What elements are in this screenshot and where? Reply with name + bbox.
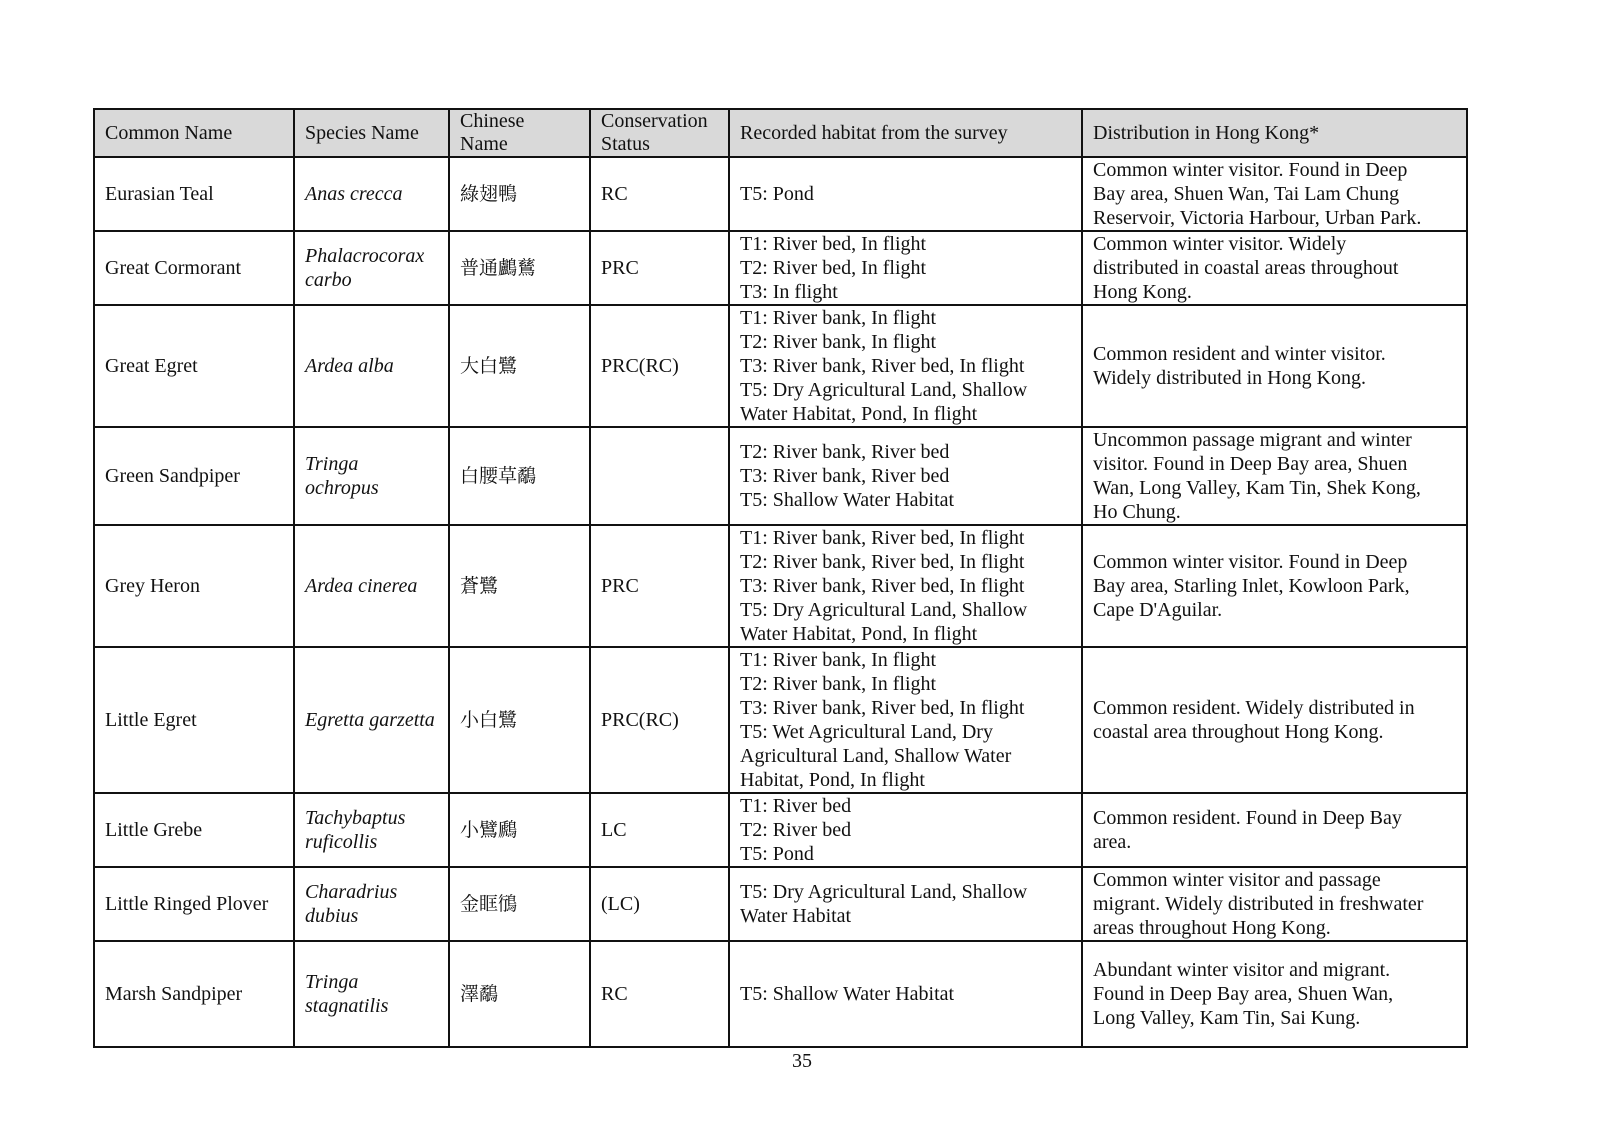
species-name-cell: Ardea alba (294, 305, 449, 427)
distribution-cell: Common winter visitor. Found in Deep Bay area, Starling Inlet, Kowloon Park, Cape D'Aguilar. (1082, 525, 1467, 647)
habitat-cell: T1: River bed T2: River bed T5: Pond (729, 793, 1082, 867)
distribution-cell: Common resident. Found in Deep Bay area. (1082, 793, 1467, 867)
table-row (94, 941, 1467, 1047)
distribution-cell: Abundant winter visitor and migrant. Found in Deep Bay area, Shuen Wan, Long Valley, Kam Tin, Sai Kung. (1082, 941, 1467, 1047)
page-number: 35 (792, 1050, 812, 1072)
species-name-cell: Egretta garzetta (294, 647, 449, 793)
common-name-cell: Great Cormorant (94, 231, 294, 305)
chinese-name-cell: 蒼鷺 (449, 525, 590, 647)
conservation-status-cell: PRC (590, 525, 729, 647)
conservation-status-cell: PRC (590, 231, 729, 305)
header-distribution: Distribution in Hong Kong* (1082, 109, 1467, 157)
habitat-cell: T1: River bank, River bed, In flight T2: River bank, River bed, In flight T3: River bank, River bed, In flight T5: Dry Agricultural Land, Shallow Water Habitat, Pond, In flight (729, 525, 1082, 647)
header-row (94, 109, 1467, 157)
habitat-cell: T2: River bank, River bed T3: River bank, River bed T5: Shallow Water Habitat (729, 427, 1082, 525)
common-name-cell: Great Egret (94, 305, 294, 427)
distribution-cell: Common resident and winter visitor. Widely distributed in Hong Kong. (1082, 305, 1467, 427)
table-row (94, 647, 1467, 793)
table-row (94, 793, 1467, 867)
table-row (94, 867, 1467, 941)
conservation-status-cell: RC (590, 157, 729, 231)
habitat-cell: T1: River bank, In flight T2: River bank, In flight T3: River bank, River bed, In flight T5: Wet Agricultural Land, Dry Agricultural Land, Shallow Water Habitat, Pond, In flight (729, 647, 1082, 793)
distribution-cell: Common resident. Widely distributed in coastal area throughout Hong Kong. (1082, 647, 1467, 793)
common-name-cell: Little Ringed Plover (94, 867, 294, 941)
habitat-cell: T1: River bank, In flight T2: River bank, In flight T3: River bank, River bed, In flight T5: Dry Agricultural Land, Shallow Water Habitat, Pond, In flight (729, 305, 1082, 427)
table-row (94, 231, 1467, 305)
habitat-cell: T5: Shallow Water Habitat (729, 941, 1082, 1047)
common-name-cell: Marsh Sandpiper (94, 941, 294, 1047)
conservation-status-cell: PRC(RC) (590, 305, 729, 427)
chinese-name-cell: 綠翅鴨 (449, 157, 590, 231)
distribution-cell: Common winter visitor. Widely distributed in coastal areas throughout Hong Kong. (1082, 231, 1467, 305)
common-name-cell: Grey Heron (94, 525, 294, 647)
species-name-cell: Tachybaptus ruficollis (294, 793, 449, 867)
chinese-name-cell: 大白鷺 (449, 305, 590, 427)
conservation-status-cell (590, 427, 729, 525)
habitat-cell: T1: River bed, In flight T2: River bed, In flight T3: In flight (729, 231, 1082, 305)
distribution-cell: Common winter visitor and passage migrant. Widely distributed in freshwater areas throughout Hong Kong. (1082, 867, 1467, 941)
header-conservation-status: Conservation Status (590, 109, 729, 157)
common-name-cell: Little Egret (94, 647, 294, 793)
species-name-cell: Tringa stagnatilis (294, 941, 449, 1047)
table-row (94, 525, 1467, 647)
header-chinese-name: Chinese Name (449, 109, 590, 157)
conservation-status-cell: PRC(RC) (590, 647, 729, 793)
common-name-cell: Green Sandpiper (94, 427, 294, 525)
conservation-status-cell: (LC) (590, 867, 729, 941)
distribution-cell: Uncommon passage migrant and winter visitor. Found in Deep Bay area, Shuen Wan, Long Valley, Kam Tin, Shek Kong, Ho Chung. (1082, 427, 1467, 525)
distribution-cell: Common winter visitor. Found in Deep Bay area, Shuen Wan, Tai Lam Chung Reservoir, Victoria Harbour, Urban Park. (1082, 157, 1467, 231)
chinese-name-cell: 白腰草鷸 (449, 427, 590, 525)
table-row (94, 305, 1467, 427)
chinese-name-cell: 普通鸕鶿 (449, 231, 590, 305)
common-name-cell: Little Grebe (94, 793, 294, 867)
species-name-cell: Phalacrocorax carbo (294, 231, 449, 305)
chinese-name-cell: 小白鷺 (449, 647, 590, 793)
table-row (94, 427, 1467, 525)
common-name-cell: Eurasian Teal (94, 157, 294, 231)
chinese-name-cell: 金眶鴴 (449, 867, 590, 941)
conservation-status-cell: RC (590, 941, 729, 1047)
header-common-name: Common Name (94, 109, 294, 157)
table-row (94, 157, 1467, 231)
species-table (93, 108, 1468, 1048)
species-name-cell: Charadrius dubius (294, 867, 449, 941)
header-habitat: Recorded habitat from the survey (729, 109, 1082, 157)
chinese-name-cell: 小鷿鷉 (449, 793, 590, 867)
species-name-cell: Ardea cinerea (294, 525, 449, 647)
conservation-status-cell: LC (590, 793, 729, 867)
habitat-cell: T5: Dry Agricultural Land, Shallow Water Habitat (729, 867, 1082, 941)
chinese-name-cell: 澤鷸 (449, 941, 590, 1047)
table-body (94, 157, 1467, 1047)
header-species-name: Species Name (294, 109, 449, 157)
habitat-cell: T5: Pond (729, 157, 1082, 231)
species-name-cell: Anas crecca (294, 157, 449, 231)
species-name-cell: Tringa ochropus (294, 427, 449, 525)
